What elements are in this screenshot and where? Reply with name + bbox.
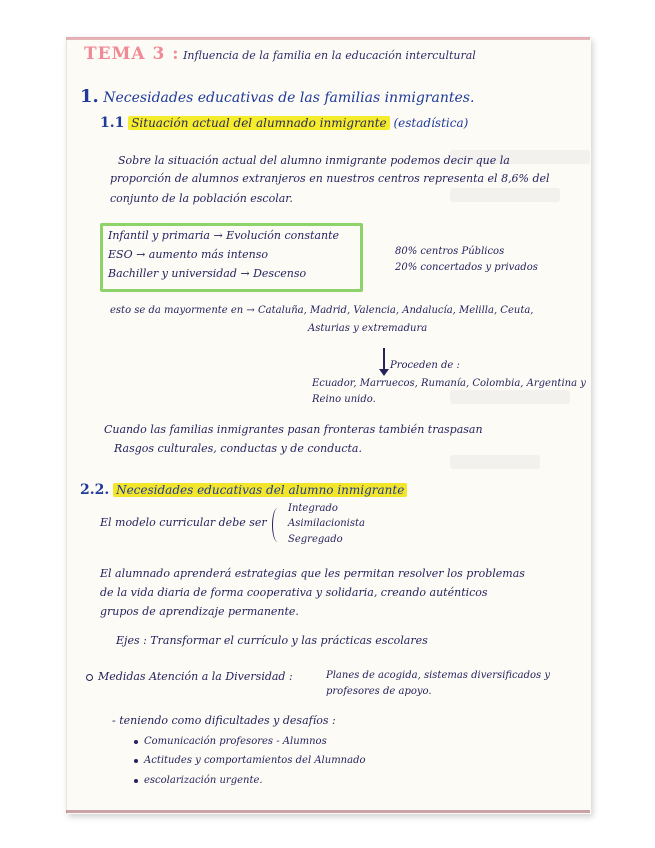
title-tema: TEMA 3 : <box>84 44 180 64</box>
para4-line: El alumnado aprenderá estrategias que les permitan resolver los problemas <box>100 567 525 580</box>
down-arrow-icon <box>383 348 385 372</box>
section-1-1-highlighted-label: Situación actual del alumnado inmigrante <box>128 116 389 130</box>
difficulty-item <box>134 775 263 786</box>
section-1-label: Necesidades educativas de las familias inmigrantes. <box>103 90 475 106</box>
page-title <box>84 44 476 64</box>
section-1-heading <box>80 86 474 107</box>
model-lead: El modelo curricular debe ser <box>100 516 267 529</box>
circle-bullet-icon <box>86 674 93 681</box>
para1-line: proporción de alumnos extranjeros en nuestros centros representa el 8,6% del <box>110 172 550 185</box>
difficulty-text: Actitudes y comportamientos del Alumnado <box>144 755 366 766</box>
section-2-2-number: 2.2. <box>80 482 110 498</box>
bracket-icon <box>272 508 283 542</box>
medidas-text: profesores de apoyo. <box>326 686 432 697</box>
page-top-edge <box>66 37 590 40</box>
section-1-number: 1. <box>80 86 99 107</box>
para2-line: esto se da mayormente en → Cataluña, Madrid, Valencia, Andalucía, Melilla, Ceuta, <box>110 305 534 316</box>
box-line: Bachiller y universidad → Descenso <box>108 267 307 280</box>
para1-line: Sobre la situación actual del alumno inmigrante podemos decir que la <box>118 154 510 167</box>
difficulties-lead: - teniendo como dificultades y desafíos : <box>112 714 336 727</box>
bullet-icon <box>134 759 138 763</box>
model-option: Segregado <box>288 534 343 545</box>
difficulty-text: escolarización urgente. <box>144 775 263 786</box>
stat-private: 20% concertados y privados <box>395 262 538 273</box>
origins-line: Reino unido. <box>312 394 376 405</box>
para4-line: de la vida diaria de forma cooperativa y solidaria, creando auténticos <box>100 586 488 599</box>
section-1-1-number: 1.1 <box>100 115 125 131</box>
model-option: Asimilacionista <box>288 518 365 529</box>
stat-public: 80% centros Públicos <box>395 246 505 257</box>
ejes-line: Ejes : Transformar el currículo y las prácticas escolares <box>116 634 428 647</box>
para3-line: Cuando las familias inmigrantes pasan fronteras también traspasan <box>104 423 483 436</box>
difficulty-item <box>134 755 366 766</box>
medidas-lead <box>86 670 293 683</box>
para4-line: grupos de aprendizaje permanente. <box>100 605 299 618</box>
section-1-1-suffix: (estadística) <box>393 116 469 130</box>
show-through-mark <box>450 390 570 404</box>
box-line: Infantil y primaria → Evolución constante <box>108 229 340 242</box>
para3-line: Rasgos culturales, conductas y de conducta. <box>114 442 362 455</box>
difficulty-item <box>134 736 327 747</box>
show-through-mark <box>450 188 560 202</box>
bullet-icon <box>134 740 138 744</box>
page-bottom-edge <box>66 810 590 813</box>
show-through-mark <box>450 455 540 469</box>
medidas-lead-text: Medidas Atención a la Diversidad : <box>98 670 293 683</box>
para1-line: conjunto de la población escolar. <box>110 192 293 205</box>
section-2-2-label: Necesidades educativas del alumno inmigrante <box>113 483 407 497</box>
medidas-text: Planes de acogida, sistemas diversificados y <box>326 670 551 681</box>
difficulty-text: Comunicación profesores - Alumnos <box>144 736 327 747</box>
model-option: Integrado <box>288 503 338 514</box>
section-2-2-heading <box>80 482 407 498</box>
bullet-icon <box>134 779 138 783</box>
section-1-1-heading <box>100 115 468 131</box>
origins-line: Ecuador, Marruecos, Rumanía, Colombia, Argentina y <box>312 378 586 389</box>
para2-line: Asturias y extremadura <box>308 323 428 334</box>
arrow-label: Proceden de : <box>390 360 460 371</box>
title-text: Influencia de la familia en la educación intercultural <box>183 49 476 62</box>
box-line: ESO → aumento más intenso <box>108 248 269 261</box>
